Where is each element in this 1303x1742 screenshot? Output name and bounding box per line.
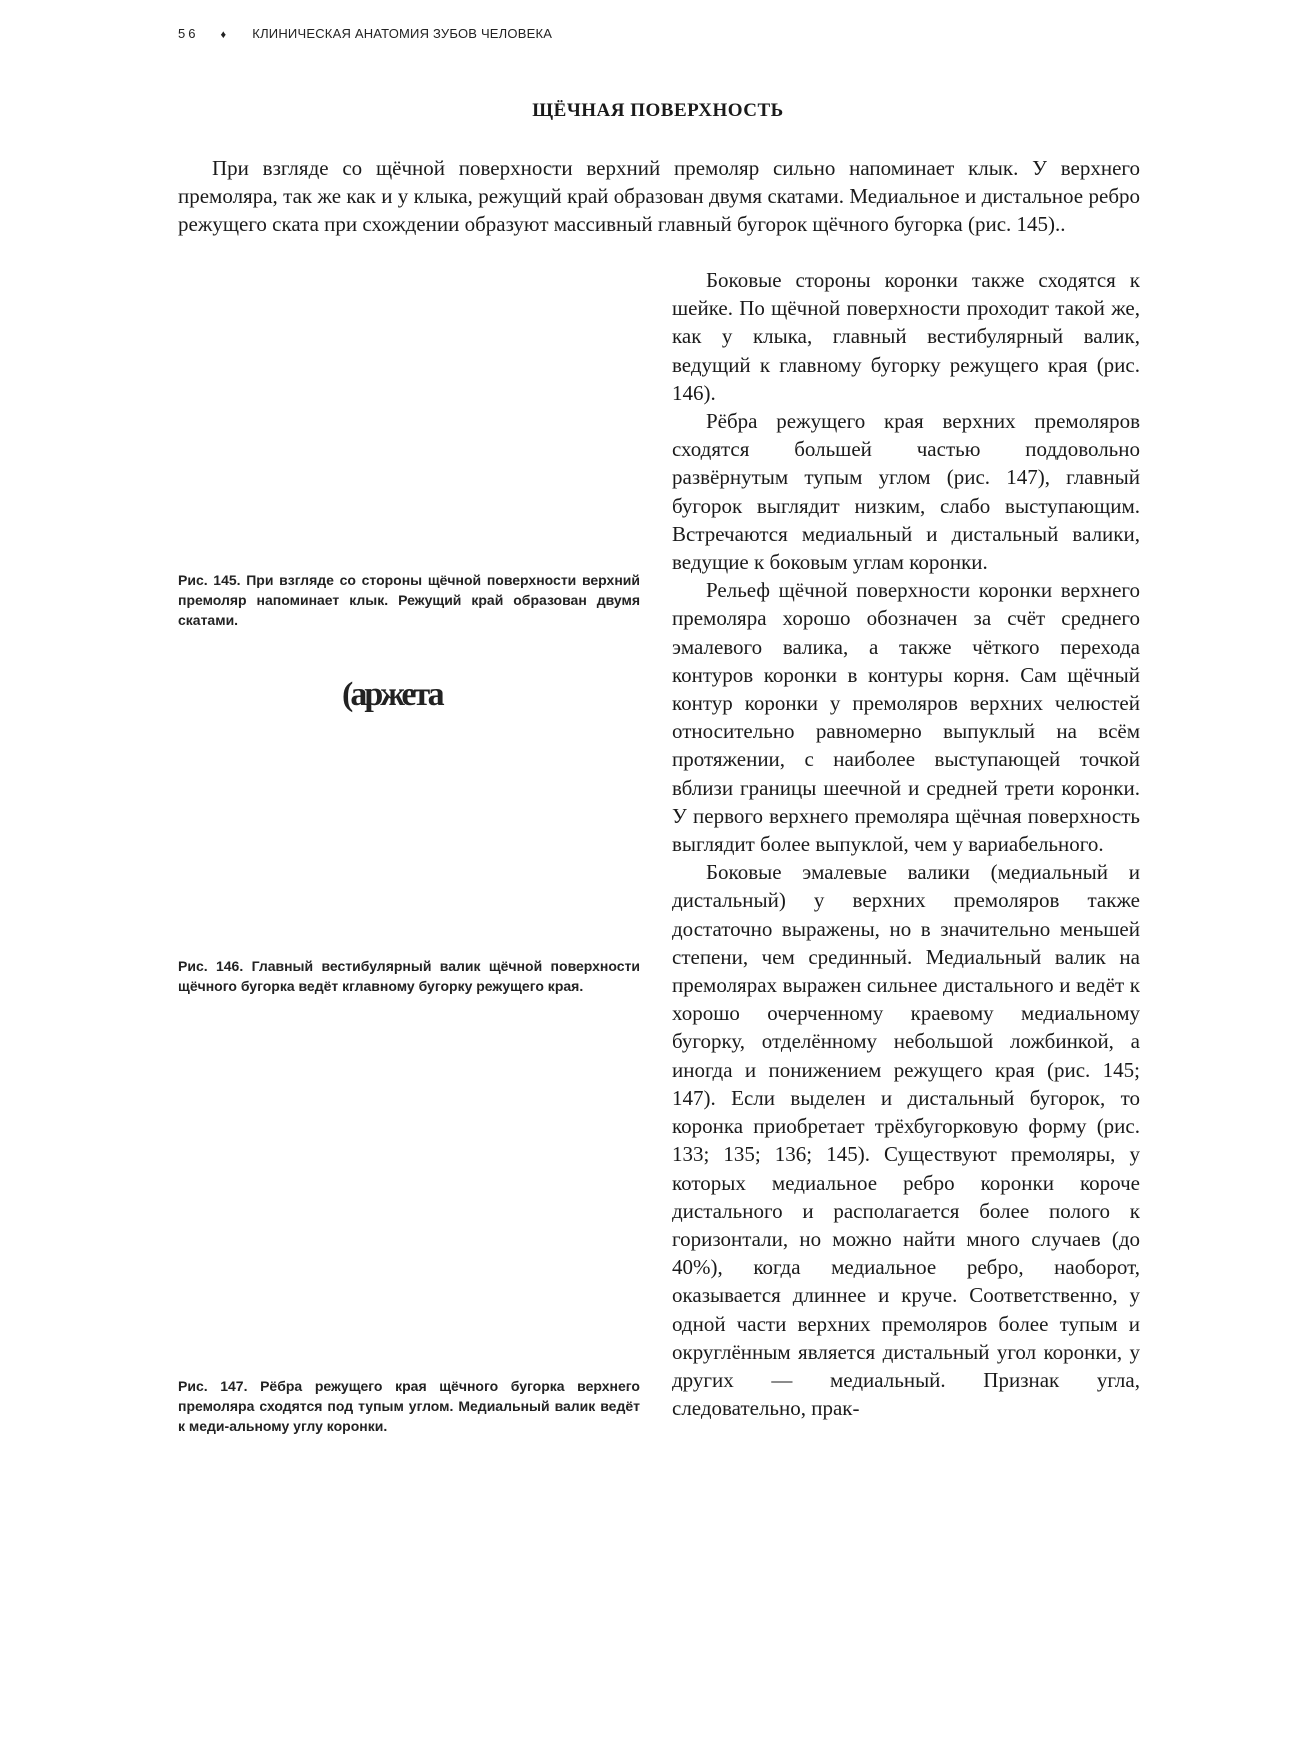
- intro-paragraph: При взгляде со щёчной поверхности верхний премоляр сильно напоминает клык. У верхнего премоляра, так же как и у клыка, режущий край образован двумя скатами. Медиальное и дистальное ребро режущего ската при схождении образуют массивный главный бугорок щёчного бугорка (рис. 145)..: [178, 156, 1140, 236]
- right-column: [672, 266, 1140, 1422]
- running-header: [178, 26, 552, 41]
- paragraph: Боковые стороны коронки также сходятся к шейке. По щёчной поверхности проходит такой же, как у клыка, главный вестибулярный валик, ведущий к главному бугорку режущего края (рис. 146).: [672, 268, 1140, 405]
- figure-caption-147: Рис. 147. Рёбра режущего края щёчного бугорка верхнего премоляра сходятся под тупым углом. Медиальный валик ведёт к меди-альному углу коронки.: [178, 1378, 640, 1434]
- paragraph: Рельеф щёчной поверхности коронки верхнего премоляра хорошо обозначен за счёт среднего эмалевого валика, а также чёткого перехода контуров коронки в контуры корня. Сам щёчный контур коронки у премоляров верхних челюстей относительно равномерно выпуклый на всём протяжении, с наиболее выступающей точкой вблизи границы шеечной и средней трети коронки. У первого верхнего премоляра щёчная поверхность выглядит более выпуклой, чем у вариабельного.: [672, 578, 1140, 857]
- figure-caption-146: Рис. 146. Главный вестибулярный валик щёчной поверхности щёчного бугорка ведёт кглавному бугорку режущего края.: [178, 958, 640, 994]
- diamond-separator-icon: ♦: [220, 29, 227, 41]
- page-number: 56: [178, 26, 199, 41]
- figure-caption-145: Рис. 145. При взгляде со стороны щёчной поверхности верхний премоляр напоминает клык. Режущий край образован двумя скатами.: [178, 572, 640, 628]
- book-title: КЛИНИЧЕСКАЯ АНАТОМИЯ ЗУБОВ ЧЕЛОВЕКА: [252, 26, 553, 41]
- figure-placeholder-text: (аржета: [342, 676, 442, 713]
- section-title: ЩЁЧНАЯ ПОВЕРХНОСТЬ: [532, 100, 784, 121]
- paragraph: Рёбра режущего края верхних премоляров сходятся большей частью поддовольно развёрнутым тупым углом (рис. 147), главный бугорок выглядит низким, слабо выступающим. Встречаются медиальный и дистальный валики, ведущие к боковым углам коронки.: [672, 409, 1140, 575]
- paragraph: Боковые эмалевые валики (медиальный и дистальный) у верхних премоляров также достаточно выражены, но в значительно меньшей степени, чем срединный. Медиальный валик на премолярах выражен сильнее дистального и ведёт к хорошо очерченному краевому медиальному бугорку, отделённому небольшой ложбинкой, а иногда и понижением режущего края (рис. 145; 147). Если выделен и дистальный бугорок, то коронка приобретает трёхбугорковую форму (рис. 133; 135; 136; 145). Существуют премоляры, у которых медиальное ребро коронки короче дистального и располагается более полого к горизонтали, но можно найти много случаев (до 40%), когда медиальное ребро, наоборот, оказывается длиннее и круче. Соответственно, у одной части верхних премоляров более тупым и округлённым является дистальный угол коронки, у других — медиальный. Признак угла, следовательно, прак-: [672, 860, 1140, 1421]
